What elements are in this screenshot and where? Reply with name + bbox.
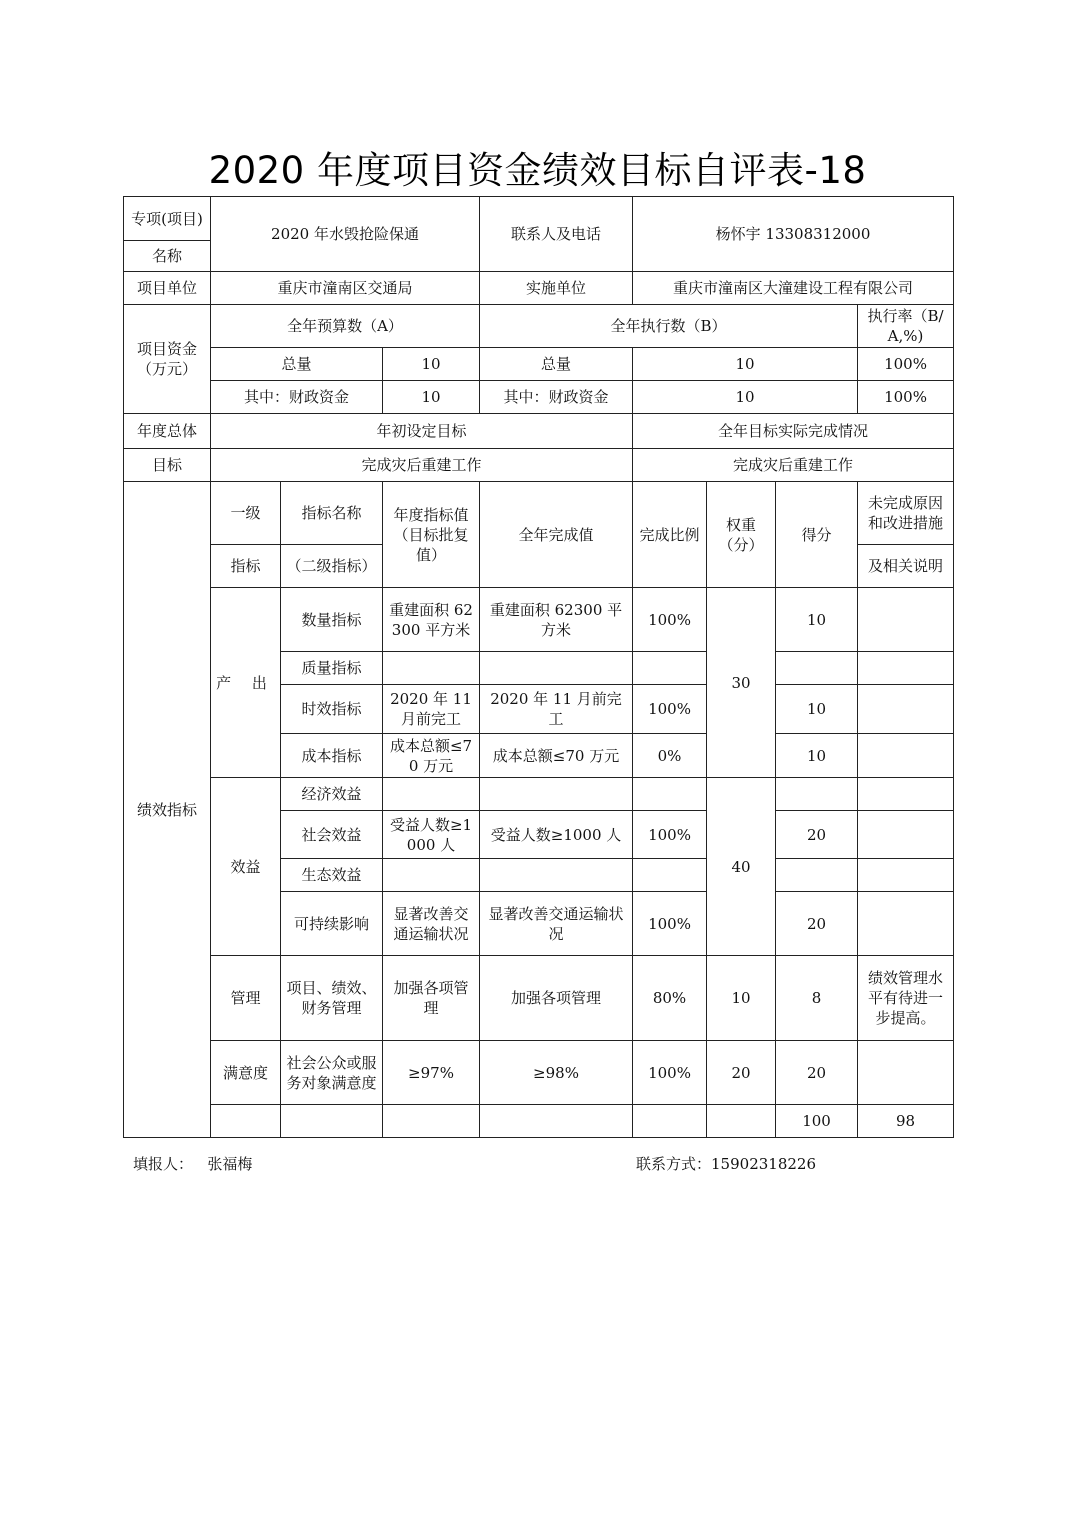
indicator-reason <box>858 1041 954 1105</box>
reason-header-top: 未完成原因和改进措施 <box>858 482 954 545</box>
satisfaction-weight: 20 <box>707 1041 776 1105</box>
filler-name: 张福梅 <box>207 1155 253 1173</box>
indicator-score: 10 <box>776 734 858 778</box>
indicator-ratio <box>633 859 707 892</box>
indicator-name: 时效指标 <box>281 685 383 734</box>
total-score: 98 <box>858 1105 954 1138</box>
target-header: 年度指标值（目标批复值） <box>383 482 480 588</box>
indicator-name-header-top: 指标名称 <box>281 482 383 545</box>
funds-row-value-a: 10 <box>383 381 480 414</box>
contact-info <box>636 1153 816 1174</box>
filler-label: 填报人： <box>133 1155 194 1173</box>
funds-row-label-b: 其中：财政资金 <box>480 381 633 414</box>
funds-row-label-b: 总量 <box>480 348 633 381</box>
indicator-name-header-bottom: （二级指标） <box>281 545 383 588</box>
impl-unit-value: 重庆市潼南区大潼建设工程有限公司 <box>633 272 954 305</box>
indicator-name: 数量指标 <box>281 588 383 652</box>
indicator-ratio: 100% <box>633 588 707 652</box>
indicator-score: 10 <box>776 685 858 734</box>
indicator-ratio: 80% <box>633 956 707 1041</box>
total-weight: 100 <box>776 1105 858 1138</box>
indicator-actual <box>480 859 633 892</box>
indicator-name: 项目、绩效、财务管理 <box>281 956 383 1041</box>
indicator-name: 成本指标 <box>281 734 383 778</box>
indicator-reason <box>858 778 954 811</box>
indicator-actual: ≥98% <box>480 1041 633 1105</box>
indicator-reason <box>858 811 954 859</box>
indicator-reason: 绩效管理水平有待进一步提高。 <box>858 956 954 1041</box>
indicator-ratio: 100% <box>633 1041 707 1105</box>
contact-value: 杨怀宇 13308312000 <box>633 197 954 272</box>
funds-row-value-b: 10 <box>633 381 858 414</box>
indicator-name: 生态效益 <box>281 859 383 892</box>
perf-label: 绩效指标 <box>124 482 211 1138</box>
indicator-target <box>383 652 480 685</box>
indicator-reason <box>858 892 954 956</box>
indicator-target: 受益人数≥1000 人 <box>383 811 480 859</box>
management-category: 管理 <box>211 956 281 1041</box>
indicator-name: 社会效益 <box>281 811 383 859</box>
indicator-ratio: 100% <box>633 811 707 859</box>
weight-header: 权重（分） <box>707 482 776 588</box>
indicator-actual: 受益人数≥1000 人 <box>480 811 633 859</box>
indicator-score <box>776 778 858 811</box>
footer-contact-label: 联系方式： <box>636 1155 712 1173</box>
indicator-reason <box>858 652 954 685</box>
reason-header-bottom: 及相关说明 <box>858 545 954 588</box>
exec-header: 全年执行数（B） <box>480 305 858 348</box>
indicator-actual: 重建面积 62300 平方米 <box>480 588 633 652</box>
indicator-reason <box>858 734 954 778</box>
indicator-reason <box>858 588 954 652</box>
actual-header: 全年完成值 <box>480 482 633 588</box>
indicator-score <box>776 652 858 685</box>
level1-header-bottom: 指标 <box>211 545 281 588</box>
total-empty-cell <box>281 1105 383 1138</box>
indicator-target: 加强各项管理 <box>383 956 480 1041</box>
indicator-target <box>383 778 480 811</box>
rate-header: 执行率（B/A,%) <box>858 305 954 348</box>
indicator-target: ≥97% <box>383 1041 480 1105</box>
indicator-ratio <box>633 778 707 811</box>
output-category: 产 出 <box>211 588 281 778</box>
indicator-actual: 显著改善交通运输状况 <box>480 892 633 956</box>
total-empty-cell <box>211 1105 281 1138</box>
funds-row-rate: 100% <box>858 348 954 381</box>
goal-label-top: 年度总体 <box>124 414 211 449</box>
project-name-label-top: 专项(项目) <box>124 197 211 241</box>
filler-info <box>133 1153 252 1174</box>
indicator-actual: 加强各项管理 <box>480 956 633 1041</box>
indicator-name: 经济效益 <box>281 778 383 811</box>
indicator-reason <box>858 859 954 892</box>
indicator-target <box>383 859 480 892</box>
output-weight: 30 <box>707 588 776 778</box>
indicator-ratio: 100% <box>633 685 707 734</box>
project-name-value: 2020 年水毁抢险保通 <box>211 197 480 272</box>
footer-contact-value: 15902318226 <box>711 1155 816 1173</box>
self-evaluation-table <box>123 196 954 1138</box>
benefit-weight: 40 <box>707 778 776 956</box>
indicator-score: 8 <box>776 956 858 1041</box>
indicator-target: 重建面积 62300 平方米 <box>383 588 480 652</box>
goal-actual-header: 全年目标实际完成情况 <box>633 414 954 449</box>
indicator-name: 社会公众或服务对象满意度 <box>281 1041 383 1105</box>
benefit-category: 效益 <box>211 778 281 956</box>
indicator-ratio: 0% <box>633 734 707 778</box>
score-header: 得分 <box>776 482 858 588</box>
indicator-name: 可持续影响 <box>281 892 383 956</box>
total-empty-cell <box>383 1105 480 1138</box>
management-weight: 10 <box>707 956 776 1041</box>
indicator-score: 20 <box>776 892 858 956</box>
indicator-actual: 2020 年 11 月前完工 <box>480 685 633 734</box>
indicator-target: 成本总额≤70 万元 <box>383 734 480 778</box>
indicator-actual <box>480 778 633 811</box>
contact-label: 联系人及电话 <box>480 197 633 272</box>
ratio-header: 完成比例 <box>633 482 707 588</box>
indicator-target: 2020 年 11 月前完工 <box>383 685 480 734</box>
goal-label-bottom: 目标 <box>124 449 211 482</box>
indicator-target: 显著改善交通运输状况 <box>383 892 480 956</box>
indicator-score: 20 <box>776 811 858 859</box>
project-unit-value: 重庆市潼南区交通局 <box>211 272 480 305</box>
project-name-label-bottom: 名称 <box>124 241 211 272</box>
indicator-ratio: 100% <box>633 892 707 956</box>
indicator-score: 20 <box>776 1041 858 1105</box>
project-unit-label: 项目单位 <box>124 272 211 305</box>
funds-row-label-a: 其中：财政资金 <box>211 381 383 414</box>
impl-unit-label: 实施单位 <box>480 272 633 305</box>
indicator-score <box>776 859 858 892</box>
level1-header-top: 一级 <box>211 482 281 545</box>
funds-row-rate: 100% <box>858 381 954 414</box>
indicator-ratio <box>633 652 707 685</box>
indicator-name: 质量指标 <box>281 652 383 685</box>
total-empty-cell <box>707 1105 776 1138</box>
total-empty-cell <box>480 1105 633 1138</box>
goal-set-value: 完成灾后重建工作 <box>211 449 633 482</box>
funds-label: 项目资金（万元） <box>124 305 211 414</box>
indicator-reason <box>858 685 954 734</box>
satisfaction-category: 满意度 <box>211 1041 281 1105</box>
indicator-actual <box>480 652 633 685</box>
indicator-score: 10 <box>776 588 858 652</box>
goal-set-header: 年初设定目标 <box>211 414 633 449</box>
page-title: 2020 年度项目资金绩效目标自评表-18 <box>208 149 867 192</box>
total-empty-cell <box>633 1105 707 1138</box>
goal-actual-value: 完成灾后重建工作 <box>633 449 954 482</box>
indicator-actual: 成本总额≤70 万元 <box>480 734 633 778</box>
funds-row-label-a: 总量 <box>211 348 383 381</box>
funds-row-value-a: 10 <box>383 348 480 381</box>
budget-header: 全年预算数（A） <box>211 305 480 348</box>
funds-row-value-b: 10 <box>633 348 858 381</box>
